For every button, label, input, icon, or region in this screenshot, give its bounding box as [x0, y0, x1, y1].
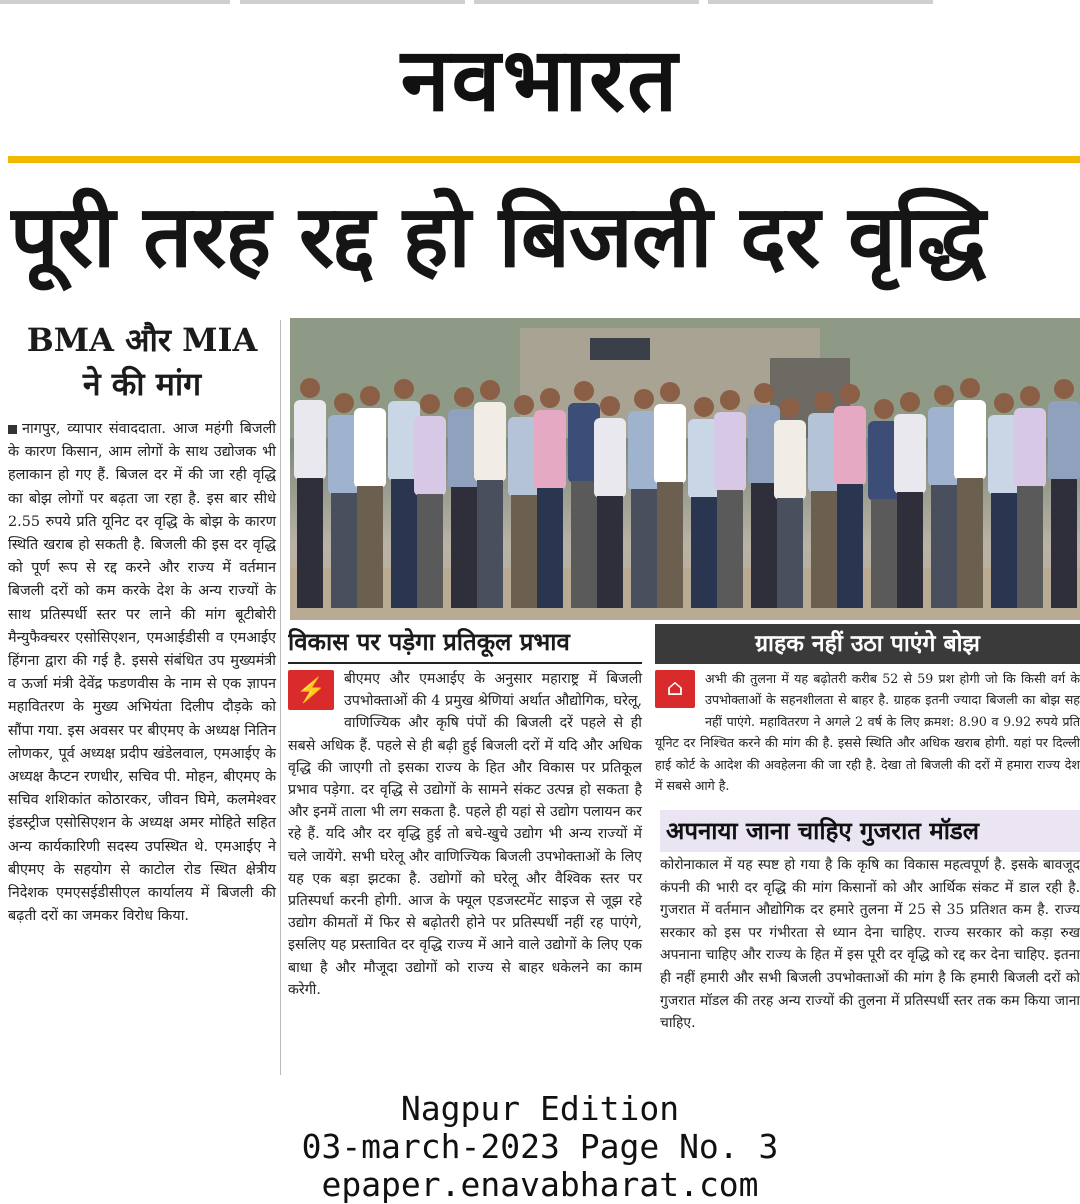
left-body-text: नागपुर, व्यापार संवाददाता. आज महंगी बिजली के कारण किसान, आम लोगों के साथ उद्योजक भी हलाकान हो गए हैं. बिजल दर में की जा रही वृद्धि का बोझ लोगों पर बढ़ता जा रहा है. इस बार सीधे 2.55 रुपये प्रति यूनिट दर वृद्धि के बोझ के कारण स्थिति खराब हो सकती है. बिजली की इस दर वृद्धि को पूर्ण रूप से रद्द करने और राज्य में वर्तमान बिजली दरों को कम करके देश के अन्य राज्यों के साथ प्रतिस्पर्धी स्तर पर लाने की मांग बूटीबोरी मैन्युफैक्चरर एसोसिएशन, एमआईडीसी व एमआईए हिंगना द्वारा की गई है. इससे संबंधित उप मुख्यमंत्री व ऊर्जा मंत्री देवेंद्र फडणवीस के नाम से एक ज्ञापन महावितरण के मुख्य अभियंता दिलीप दौड़के को सौंपा गया. इस अवसर पर बीएमए के अध्यक्ष नितिन लोणकर, पूर्व अध्यक्ष प्रदीप खंडेलवाल, एमआईए के अध्यक्ष कैप्टन रणधीर, सचिव पी. मोहन, बीएमए के सचिव शशिकांत कोठारकर, जीवन घिमे, कलमेश्वर इंडस्ट्रीज एसोसिएशन के अध्यक्ष अमर मोहिते सहित अन्य कार्यकारिणी सदस्य उपस्थित थे. एमआईए ने बीएमए के सहयोग से काटोल रोड स्थित क्षेत्रीय निदेशक एमएसईडीसीएल कार्यालय में बिजली की बढ़ती दरों का जमकर विरोध किया.	[8, 421, 276, 925]
column-divider	[280, 320, 281, 1075]
left-title	[8, 318, 276, 406]
left-title-line1: BMA और MIA	[26, 321, 258, 359]
masthead: नवभारत	[400, 28, 680, 131]
subhead-consumers: ग्राहक नहीं उठा पाएंगे बोझ	[655, 624, 1080, 664]
right-column	[655, 668, 1080, 802]
bullet-square-icon	[8, 425, 17, 434]
edition-date-page: 03-march-2023 Page No. 3	[301, 1127, 779, 1166]
right-body-text: अभी की तुलना में यह बढ़ोतरी करीब 52 से 59 प्रश होगी जो कि किसी वर्ग के उपभोक्ताओं के सहनशीलता से बाहर है. ग्राहक इतनी ज्यादा बिजली का बोझ सह नहीं पाएंगे. महावितरण ने अगले 2 वर्ष के लिए क्रमश: 8.90 व 9.92 रुपये प्रति यूनिट दर निश्चित करने की मांग की है. इससे स्थिति और अधिक खराब होगी. यहां पर दिल्ली हाई कोर्ट के आदेश की अवहेलना की जा रही है. देखा तो बिजली की दरों में हमारा राज्य देश में सबसे आगे है.	[655, 671, 1080, 794]
edition-name: Nagpur Edition	[400, 1089, 680, 1128]
power-tower-icon: ⌂	[655, 670, 695, 708]
left-body-paragraph	[8, 418, 276, 928]
headline: पूरी तरह रद्द हो बिजली दर वृद्धि	[10, 187, 985, 287]
edition-url: epaper.enavabharat.com	[321, 1165, 759, 1204]
left-column	[8, 318, 276, 928]
subhead-development: विकास पर पड़ेगा प्रतिकूल प्रभाव	[288, 622, 642, 664]
edition-caption	[0, 1090, 1080, 1204]
top-strip	[0, 0, 1080, 6]
left-title-line2: ने की मांग	[82, 365, 202, 403]
masthead-rule	[8, 156, 1080, 163]
middle-body-text: बीएमए और एमआईए के अनुसार महाराष्ट्र में बिजली उपभोक्ताओं की 4 प्रमुख श्रेणियां अर्थात औद्योगिक, घरेलू, वाणिज्यिक और कृषि पंपों की बिजली दरें पहले से ही सबसे अधिक हैं. पहले से ही बढ़ी हुई बिजली दरों में यदि और अधिक वृद्धि की जाएगी तो इसका राज्य के हित और विकास पर प्रतिकूल प्रभाव पड़ेगा. दर वृद्धि से उद्योगों के सामने संकट उत्पन्न हो सकता है और इनमें ताला भी लग सकता है. पहले ही यहां से उद्योग पलायन कर रहे हैं. यदि और दर वृद्धि हुई तो बचे-खुचे उद्योग भी अन्य राज्यों में चले जायेंगे. सभी घरेलू और वाणिज्यिक बिजली उपभोक्ताओं के लिए यह एक बड़ा झटका है. उद्योगों को घरेलू और वैश्विक स्तर पर प्रतिस्पर्धा करनी होगी. आज के फ्यूल एडजस्टमेंट साइज से जूझ रहे उद्योग कीमतों में फिर से बढ़ोतरी होने पर प्रतिस्पर्धी नहीं रह पाएंगे, इसलिए यह प्रस्तावित दर वृद्धि राज्य में आने वाले उद्योगों के लिए एक बाधा है और मौजूदा उद्योगों को राज्य से बाहर धकेलने का काम करेगी.	[288, 671, 642, 998]
subhead-gujarat-model: अपनाया जाना चाहिए गुजरात मॉडल	[660, 810, 1080, 852]
gujarat-body-text: कोरोनाकाल में यह स्पष्ट हो गया है कि कृषि का विकास महत्वपूर्ण है. इसके बावजूद कंपनी की भारी दर वृद्धि की मांग किसानों को और आर्थिक संकट में डाल रही है. गुजरात में वर्तमान औद्योगिक दर हमारे तुलना में 25 से 35 प्रतिशत कम है. राज्य सरकार को इस पर गंभीरता से ध्यान देना चाहिए. राज्य सरकार को कड़ा रुख अपनाना चाहिए और राज्य के हित में इस पूरी दर वृद्धि को रद्द कर देना चाहिए. इतना ही नहीं हमारी और सभी बिजली उपभोक्ताओं की मांग है कि हमारी बिजली दरों को गुजरात मॉडल की तरह अन्य राज्यों की तुलना में प्रतिस्पर्धी स्तर तक कम किया जाना चाहिए.	[660, 857, 1080, 1032]
group-photo	[290, 318, 1080, 620]
middle-column	[288, 668, 642, 1001]
group-photo-illustration	[290, 318, 1080, 620]
lightning-icon: ⚡	[288, 670, 334, 710]
